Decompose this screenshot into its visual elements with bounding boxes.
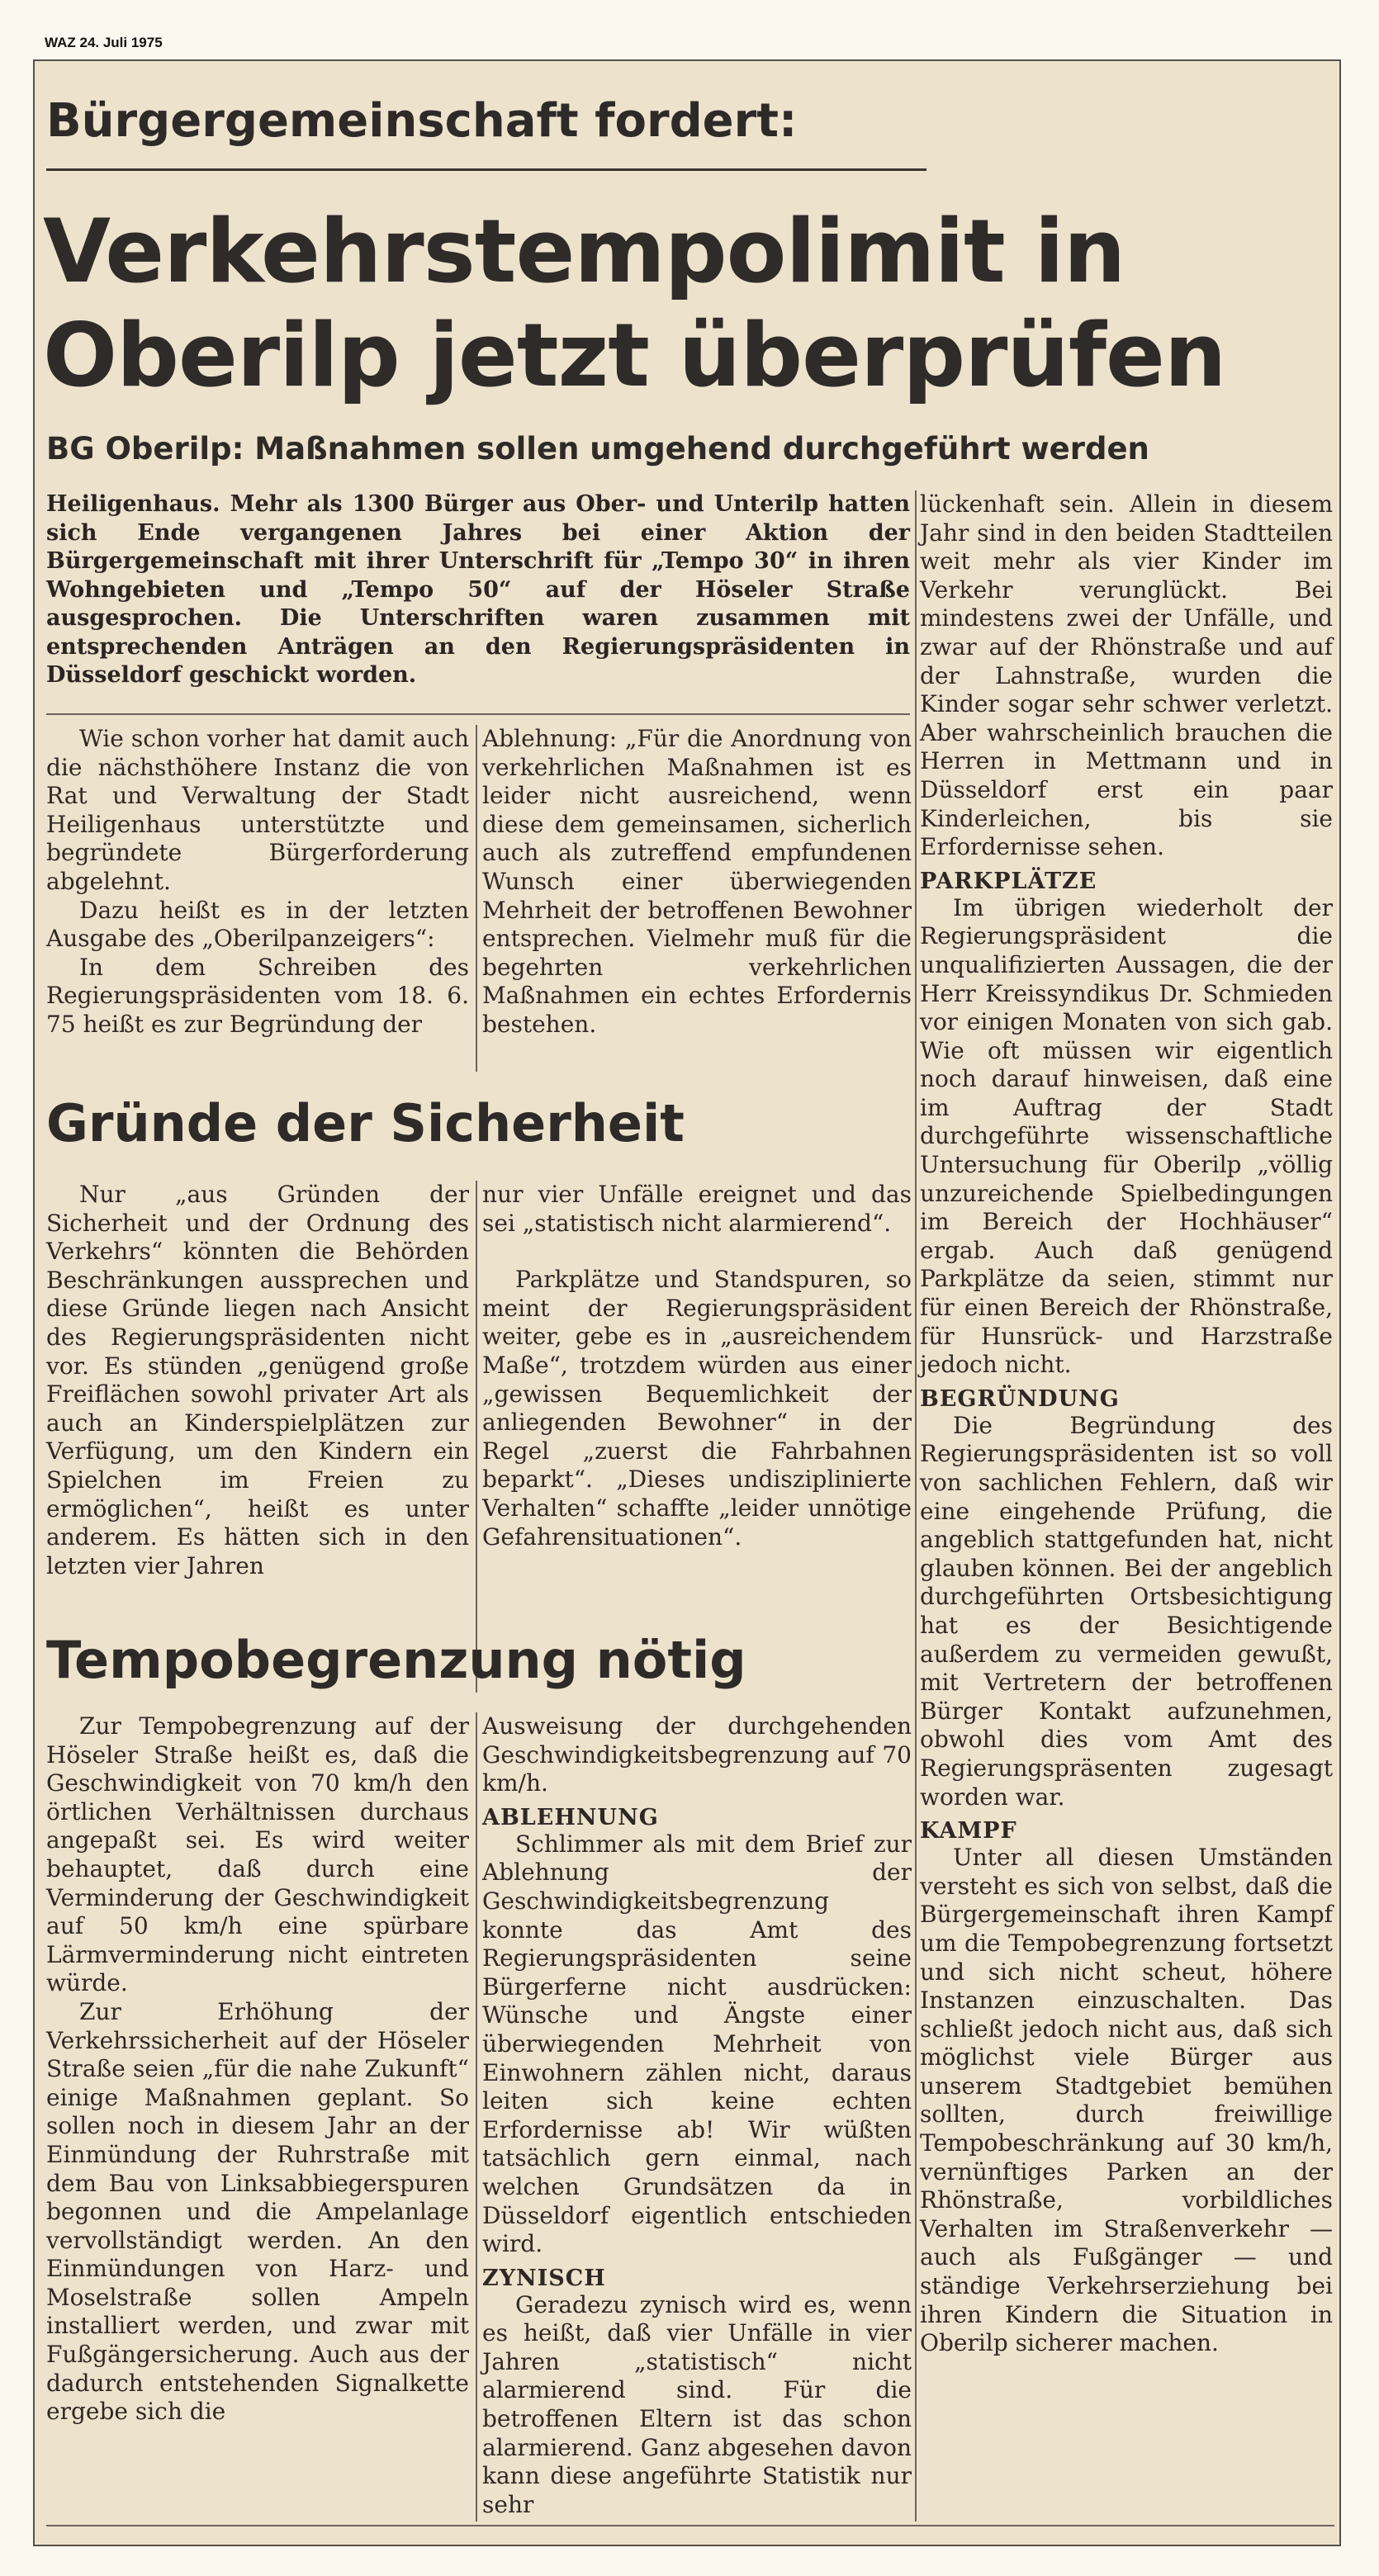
col3-subheading-begruendung: BEGRÜNDUNG [920, 1385, 1120, 1412]
headline-line-2: Oberilp jetzt überprüfen [43, 305, 1226, 406]
block2-paragraph-3: Parkplätze und Standspuren, so meint der Regierungspräsident weiter, gebe es in „ausreichendem Maße“, trotzdem würden aus einer „gewissen Bequemlichkeit der anliegenden Bewohner“ in der Regel „zuerst die Fahrbahnen beparkt“. „Dieses undisziplinierte Verhalten“ schaffte „leider unnötige Gefahrensituationen“. [482, 1266, 912, 1551]
column-right [920, 490, 1333, 2358]
column-rule-block3 [476, 1712, 477, 2522]
bottom-rule [46, 2525, 1334, 2526]
block2-column-2 [482, 1181, 912, 1551]
col3-subheading-kampf: KAMPF [920, 1818, 1017, 1844]
section-heading-tempobegrenzung: Tempobegrenzung nötig [46, 1630, 746, 1690]
kicker: Bürgergemeinschaft fordert: [46, 94, 798, 148]
block3-column-1 [46, 1712, 469, 2427]
source-line: WAZ 24. Juli 1975 [45, 35, 163, 50]
newspaper-clipping [33, 59, 1341, 2546]
kicker-rule [46, 168, 926, 171]
col3-paragraph-3: Die Begründung des Regierungspräsidenten ist so voll von sachlichen Fehlern, daß wir eine eingehende Prüfung, die angeblich stattgefunden hat, nicht glauben können. Bei der angeblich durchgeführten Ortsbesichtigung hat es der Besichtigende außerdem zu vermeiden gewußt, mit Vertretern der betroffenen Bürger Kontakt aufzunehmen, obwohl dies vom Amt des Regierungspräsenten zugesagt worden war. [920, 1411, 1333, 1811]
block2-paragraph-1: Nur „aus Gründen der Sicherheit und der Ordnung des Verkehrs“ könnten die Behörden Beschränkungen aussprechen und diese Gründe liegen nach Ansicht des Regierungspräsidenten nicht vor. Es stünden „genügend große Freiflächen sowohl privater Art als auch an Kinderspielplätzen zur Verfügung, um den Kindern ein Spielchen im Freien zu ermöglichen“, heißt es unter anderem. Es hätten sich in den letzten vier Jahren [46, 1181, 469, 1579]
lead-paragraph: Heiligenhaus. Mehr als 1300 Bürger aus Ober- und Unterilp hatten sich Ende vergangenen Jahres bei einer Aktion der Bürgergemeinschaft mit ihrer Unterschrift für „Tempo 30“ in ihren Wohngebieten und „Tempo 50“ auf der Höseler Straße ausgesprochen. Die Unterschriften waren zusammen mit entsprechenden Anträgen an den Regierungspräsidenten in Düsseldorf geschickt worden. [46, 491, 910, 688]
block1-paragraph-4: Ablehnung: „Für die Anordnung von verkehrlichen Maßnahmen ist es leider nicht ausreichend, wenn diese dem gemeinsamen, sicherlich auch als zutreffend empfundenen Wunsch einer überwiegenden Mehrheit der betroffenen Bewohner entsprechen. Vielmehr muß für die begehrten verkehrlichen Maßnahmen ein echtes Erfordernis bestehen. [482, 725, 912, 1038]
col3-subheading-parkplaetze: PARKPLÄTZE [920, 868, 1097, 894]
block1-column-2 [482, 725, 912, 1039]
block1-paragraph-2: Dazu heißt es in der letzten Ausgabe des „Oberilpanzeigers“: [46, 896, 469, 953]
section-heading-sicherheit: Gründe der Sicherheit [46, 1093, 685, 1153]
block1-paragraph-3: In dem Schreiben des Regierungspräsidenten vom 18. 6. 75 heißt es zur Begründung der [46, 953, 469, 1038]
col3-paragraph-4: Unter all diesen Umständen versteht es sich von selbst, daß die Bürgergemeinschaft ihren Kampf um die Tempobegrenzung fortsetzt und sich nicht scheut, höhere Instanzen einzuschalten. Das schließt jedoch nicht aus, daß sich möglichst viele Bürger aus unserem Stadtgebiet bemühen sollten, durch freiwillige Tempobeschränkung auf 30 km/h, vernünftiges Parken an der Rhönstraße, vorbildliches Verhalten im Straßenverkehr — auch als Fußgänger — und ständige Verkehrserziehung bei ihren Kindern die Situation in Oberilp sicherer machen. [920, 1844, 1333, 2357]
col3-paragraph-1: lückenhaft sein. Allein in diesem Jahr sind in den beiden Stadtteilen weit mehr als vier Kinder im Verkehr verunglückt. Bei mindestens zwei der Unfälle, und zwar auf der Rhönstraße und auf der Lahnstraße, wurden die Kinder sogar sehr schwer verletzt. Aber wahrscheinlich brauchen die Herren in Mettmann und in Düsseldorf erst ein paar Kinderleichen, bis sie Erfordernisse sehen. [920, 490, 1333, 861]
column-rule-block1 [476, 725, 477, 1072]
block3-subheading-ablehnung: ABLEHNUNG [482, 1804, 659, 1830]
subheadline: BG Oberilp: Maßnahmen sollen umgehend durchgeführt werden [46, 431, 1149, 466]
headline [43, 200, 1331, 408]
block3-paragraph-1: Zur Tempobegrenzung auf der Höseler Straße heißt es, daß die Geschwindigkeit von 70 km/h den örtlichen Verhältnissen durchaus angepaßt sei. Es wird weiter behauptet, daß durch eine Verminderung der Geschwindigkeit auf 50 km/h eine spürbare Lärmverminderung nicht eintreten würde. [46, 1712, 469, 1997]
col3-paragraph-2: Im übrigen wiederholt der Regierungspräsident die unqualifizierten Aussagen, die der Herr Kreissyndikus Dr. Schmieden vor einigen Monaten von sich gab. Wie oft müssen wir eigentlich noch darauf hinweisen, daß eine im Auftrag der Stadt durchgeführte wissenschaftliche Untersuchung für Oberilp „völlig unzureichende Spielbedingungen im Bereich der Hochhäuser“ ergab. Auch daß genügend Parkplätze da seien, stimmt nur für einen Bereich der Rhönstraße, für Hunsrück- und Harzstraße jedoch nicht. [920, 893, 1333, 1379]
block1-paragraph-1: Wie schon vorher hat damit auch die nächsthöhere Instanz die von Rat und Verwaltung der Stadt Heiligenhaus unterstützte und begründete Bürgerforderung abgelehnt. [46, 725, 469, 895]
block3-intro: Ausweisung der durchgehenden Geschwindigkeitsbegrenzung auf 70 km/h. [482, 1712, 912, 1797]
lead-rule [46, 713, 910, 715]
block2-paragraph-2: nur vier Unfälle ereignet und das sei „statistisch nicht alarmierend“. [482, 1181, 912, 1237]
column-rule-block2 [476, 1181, 477, 1693]
block1-column-1 [46, 725, 469, 1039]
column-rule-right [915, 490, 917, 2522]
block3-paragraph-3: Schlimmer als mit dem Brief zur Ablehnung der Geschwindigkeitsbegrenzung konnte das Amt des Regierungspräsidenten seine Bürgerferne nicht ausdrücken: Wünsche und Ängste einer überwiegenden Mehrheit von Einwohnern zählen nicht, daraus leiten sich keine echten Erfordernisse ab! Wir wüßten tatsächlich gern einmal, nach welchen Grundsätzen da in Düsseldorf eigentlich entschieden wird. [482, 1830, 912, 2258]
block2-column-1 [46, 1181, 469, 1580]
block3-paragraph-2: Zur Erhöhung der Verkehrssicherheit auf der Höseler Straße seien „für die nahe Zukunft“ einige Maßnahmen geplant. So sollen noch in diesem Jahr an der Einmündung der Ruhrstraße mit dem Bau von Linksabbiegerspuren begonnen und die Ampelanlage vervollständigt werden. An den Einmündungen von Harz- und Moselstraße sollen Ampeln installiert werden, und zwar mit Fußgängersicherung. Auch aus der dadurch entstehenden Signalkette ergebe sich die [46, 1997, 469, 2426]
block3-paragraph-4: Geradezu zynisch wird es, wenn es heißt, daß vier Unfälle in vier Jahren „statistisch“ nicht alarmierend sind. Für die betroffenen Eltern ist das schon alarmierend. Ganz abgesehen davon kann diese angeführte Statistik nur sehr [482, 2290, 912, 2518]
block3-subheading-zynisch: ZYNISCH [482, 2265, 606, 2291]
headline-line-1: Verkehrstempolimit in [43, 201, 1125, 302]
block3-column-2 [482, 1712, 912, 2519]
